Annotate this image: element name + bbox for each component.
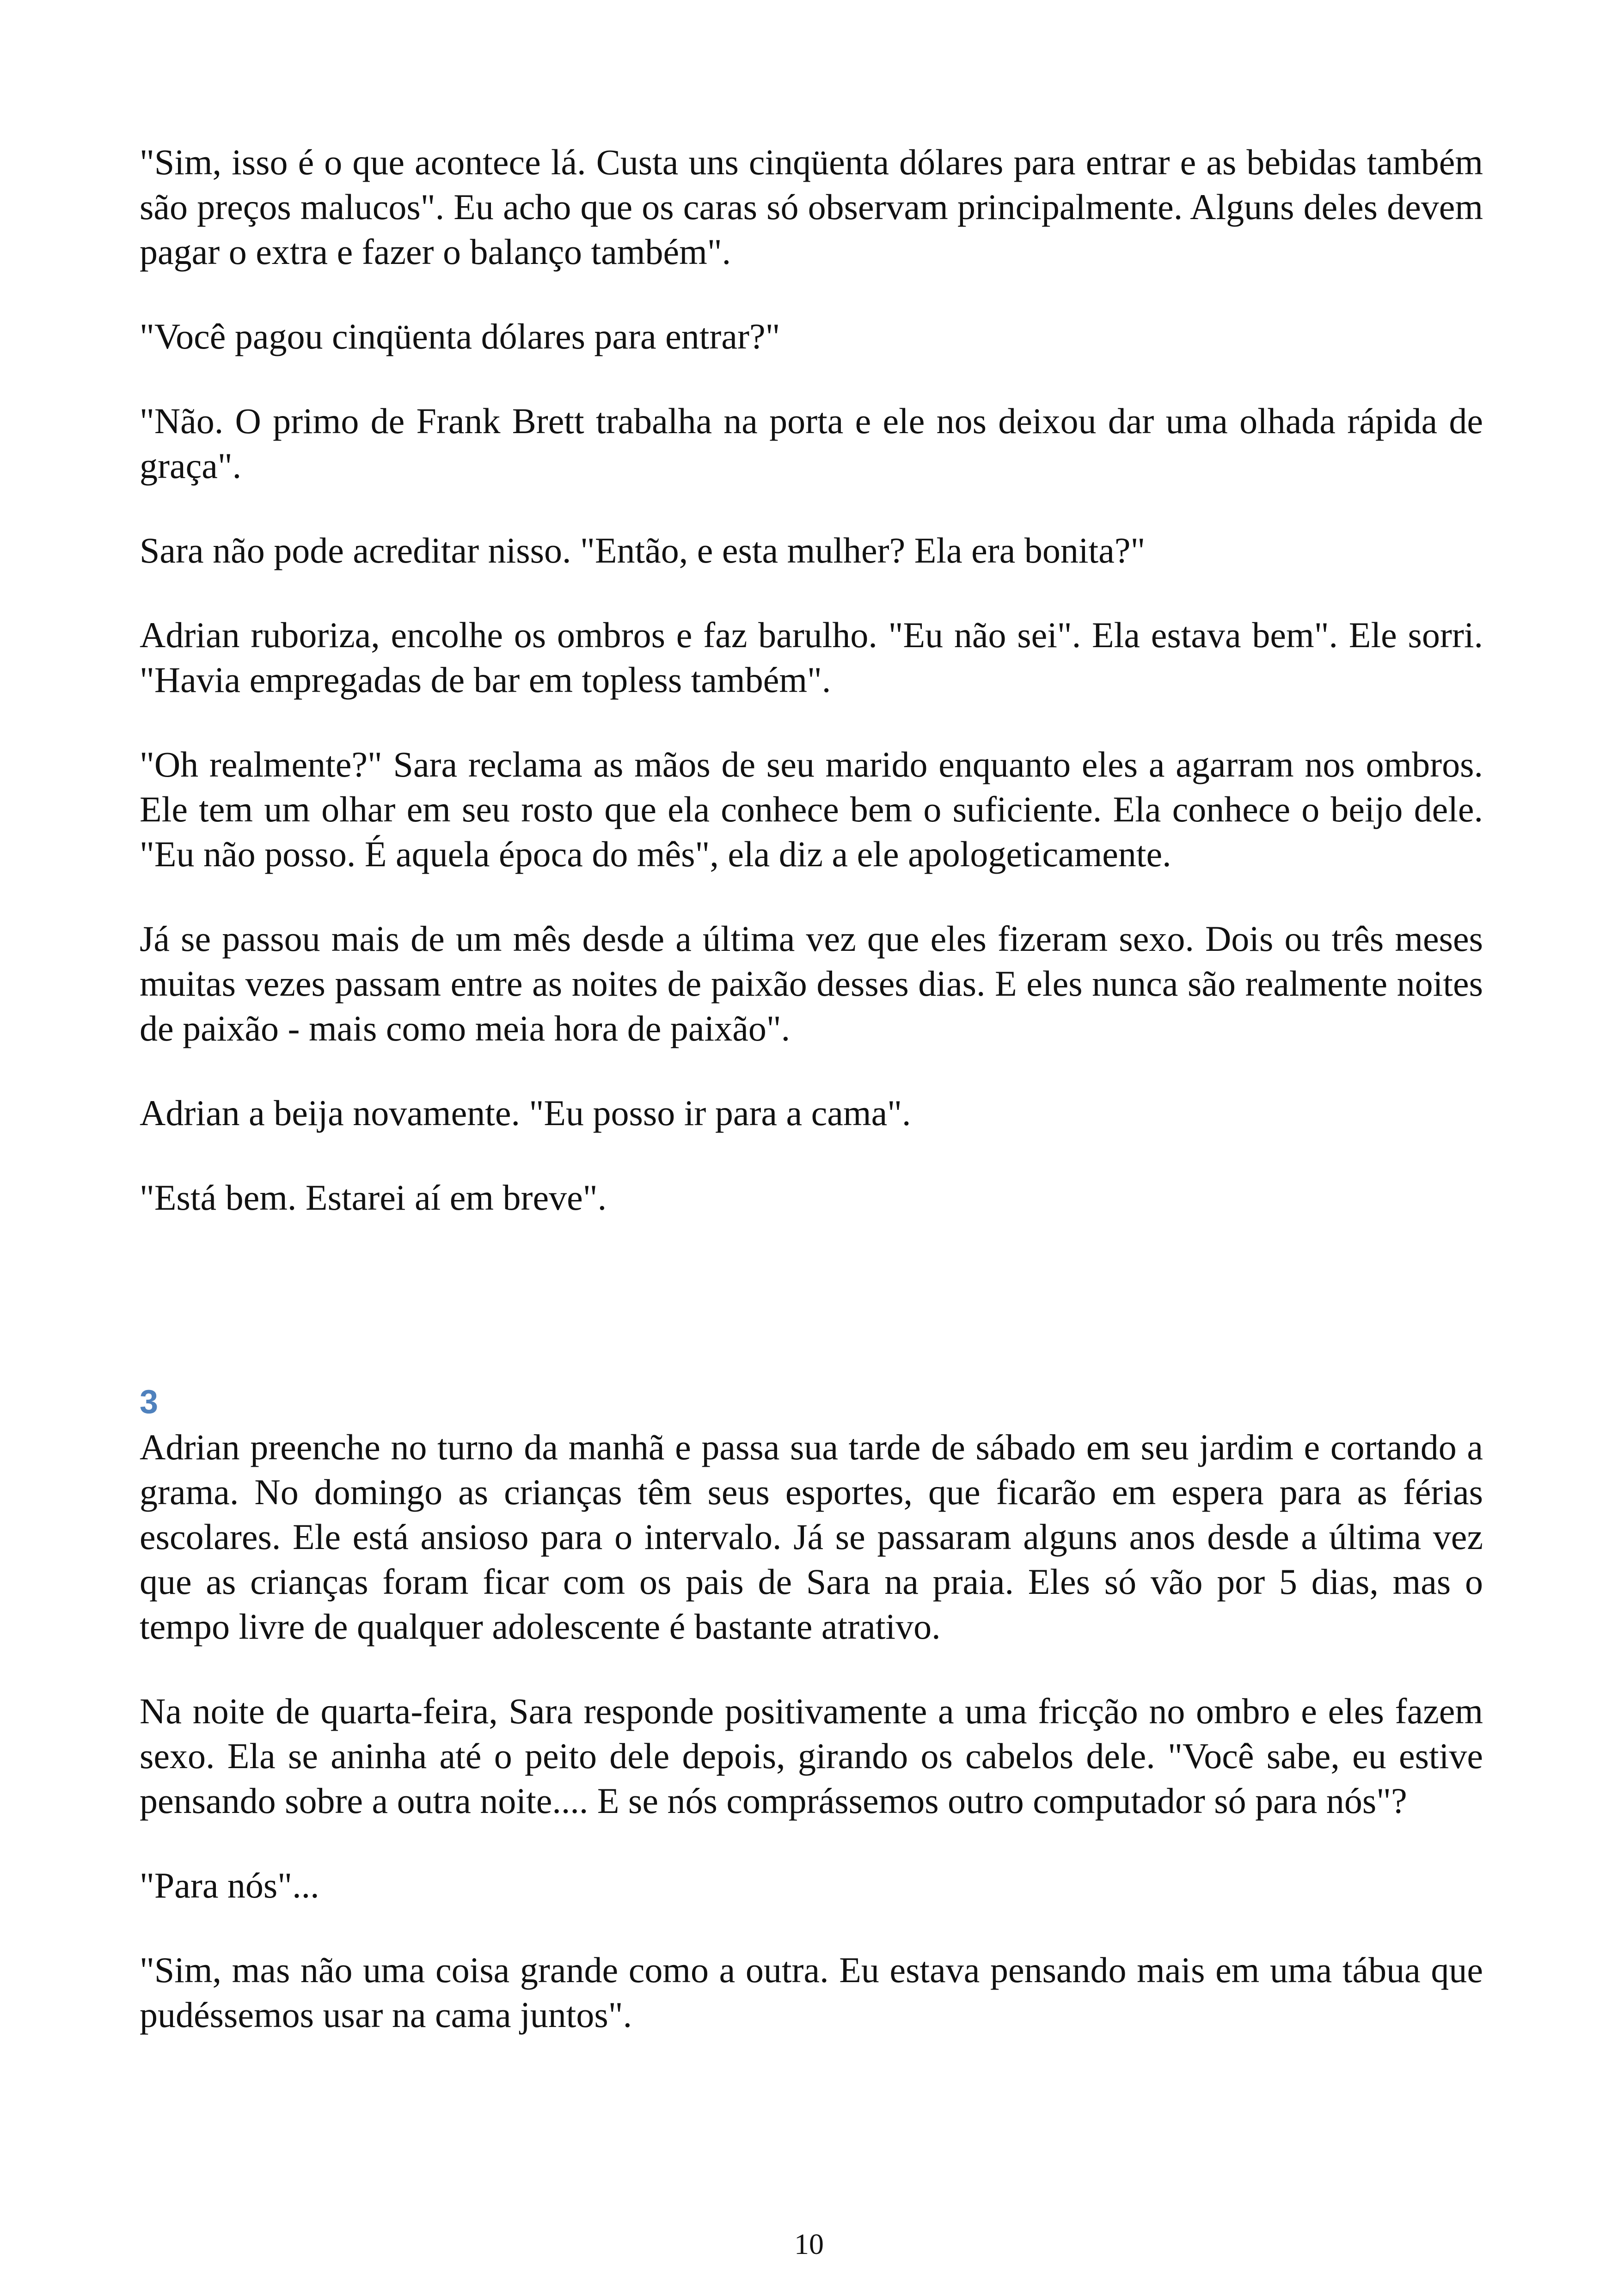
paragraph: Sara não pode acreditar nisso. "Então, e esta mulher? Ela era bonita?"	[140, 530, 1146, 570]
paragraph: "Você pagou cinqüenta dólares para entrar?"	[140, 316, 780, 356]
paragraph: "Oh realmente?" Sara reclama as mãos de seu marido enquanto eles a agarram nos ombros. Ele tem um olhar em seu rosto que ela conhece bem o suficiente. Ela conhece o beijo dele. "Eu não posso. É aquela época do mês", ela diz a ele apologeticamente.	[140, 744, 1483, 874]
chapter-heading: 3	[140, 1384, 159, 1420]
paragraph: Adrian a beija novamente. "Eu posso ir para a cama".	[140, 1093, 911, 1133]
body-text	[140, 140, 1483, 2077]
paragraph: "Não. O primo de Frank Brett trabalha na porta e ele nos deixou dar uma olhada rápida de graça".	[140, 401, 1483, 486]
paragraph: "Está bem. Estarei aí em breve".	[140, 1177, 607, 1218]
paragraph: "Sim, isso é o que acontece lá. Custa uns cinqüenta dólares para entrar e as bebidas também são preços malucos". Eu acho que os caras só observam principalmente. Alguns deles devem pagar o extra e fazer o balanço também".	[140, 142, 1483, 272]
paragraph: Adrian preenche no turno da manhã e passa sua tarde de sábado em seu jardim e cortando a grama. No domingo as crianças têm seus esportes, que ficarão em espera para as férias escolares. Ele está ansioso para o intervalo. Já se passaram alguns anos desde a última vez que as crianças foram ficar com os pais de Sara na praia. Eles só vão por 5 dias, mas o tempo livre de qualquer adolescente é bastante atrativo.	[140, 1427, 1483, 1647]
paragraph: Adrian ruboriza, encolhe os ombros e faz barulho. "Eu não sei". Ela estava bem". Ele sorri. "Havia empregadas de bar em topless também".	[140, 615, 1483, 700]
paragraph: "Sim, mas não uma coisa grande como a outra. Eu estava pensando mais em uma tábua que pudéssemos usar na cama juntos".	[140, 1950, 1483, 2035]
page-number: 10	[794, 2228, 824, 2260]
paragraph: Já se passou mais de um mês desde a última vez que eles fizeram sexo. Dois ou três meses muitas vezes passam entre as noites de paixão desses dias. E eles nunca são realmente noites de paixão - mais como meia hora de paixão".	[140, 918, 1483, 1048]
paragraph: "Para nós"...	[140, 1865, 319, 1905]
section-spacer	[140, 1260, 1483, 1380]
paragraph: Na noite de quarta-feira, Sara responde positivamente a uma fricção no ombro e eles fazem sexo. Ela se aninha até o peito dele depois, girando os cabelos dele. "Você sabe, eu estive pensando sobre a outra noite.... E se nós comprássemos outro computador só para nós"?	[140, 1691, 1483, 1821]
